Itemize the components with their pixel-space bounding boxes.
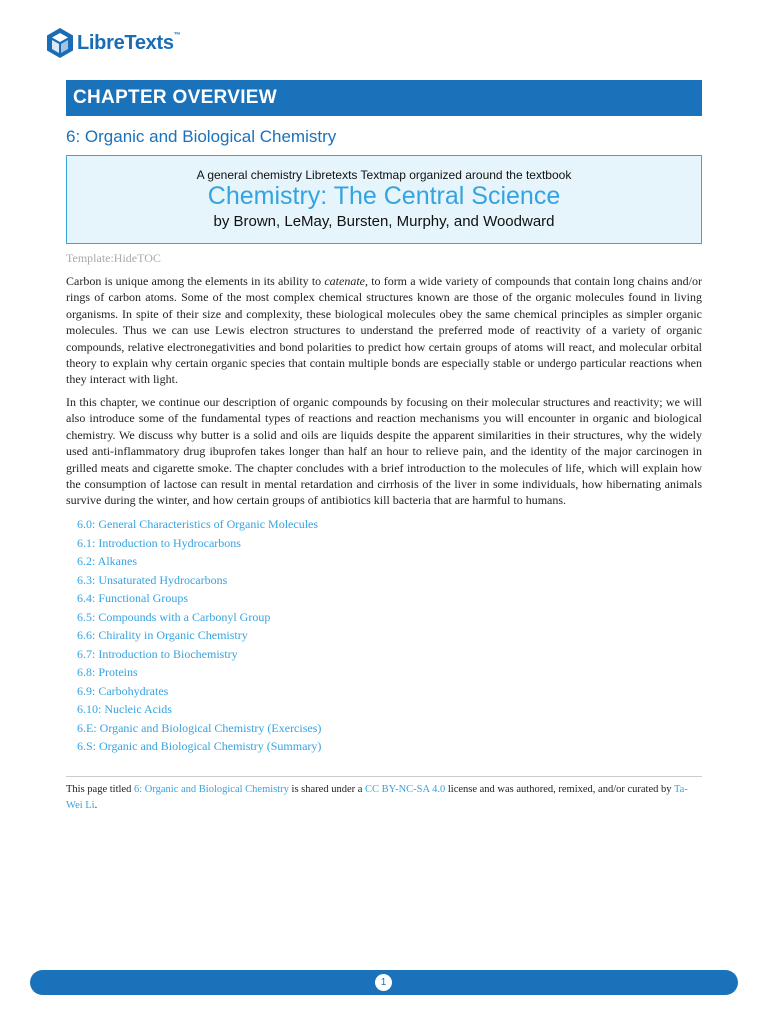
toc-link[interactable]: 6.4: Functional Groups	[77, 591, 188, 605]
page-number: 1	[375, 974, 392, 991]
chapter-toc	[77, 515, 321, 756]
chapter-overview-banner: CHAPTER OVERVIEW	[66, 80, 702, 116]
license-link[interactable]: CC BY-NC-SA 4.0	[365, 784, 446, 795]
license-footer: This page titled 6: Organic and Biological Chemistry is shared under a CC BY-NC-SA 4.0 license and was authored, remixed, and/or curated by Ta-Wei Li.	[66, 784, 688, 811]
toc-link[interactable]: 6.S: Organic and Biological Chemistry (Summary)	[77, 739, 322, 753]
intro-paragraph-2: In this chapter, we continue our description of organic compounds by focusing on their molecular structures and reactivity; we will also introduce some of the fundamental types of reactions and reaction mechanisms you will encounter in organic and biological chemistry. We discuss why butter is a solid and oils are liquids despite the apparent similarities in their structures, why the widely used anti-inflammatory drug ibuprofen takes longer than half an hour to relieve pain, and the identity of the major carcinogen in grilled meats and cigarette smoke. The chapter concludes with a brief introduction to the molecules of life, which will explain how the consumption of lactose can result in mental retardation and cirrhosis of the liver in some individuals, how hibernating animals survive during the winter, and how certain groups of antibiotics kill bacteria that are harmful to humans.	[66, 395, 702, 508]
toc-link[interactable]: 6.2: Alkanes	[77, 554, 137, 568]
textbook-authors: by Brown, LeMay, Bursten, Murphy, and Woodward	[213, 213, 555, 230]
libretexts-cube-logo-icon	[46, 27, 74, 59]
toc-link[interactable]: 6.10: Nucleic Acids	[77, 702, 172, 716]
author-link[interactable]: Ta-Wei Li	[66, 784, 688, 811]
textmap-intro: A general chemistry Libretexts Textmap organized around the textbook	[196, 168, 572, 182]
toc-link[interactable]: 6.E: Organic and Biological Chemistry (Exercises)	[77, 720, 322, 735]
toc-link[interactable]: 6.8: Proteins	[77, 665, 138, 679]
toc-link[interactable]: 6.1: Introduction to Hydrocarbons	[77, 535, 241, 550]
toc-link[interactable]: 6.0: General Characteristics of Organic Molecules	[77, 517, 319, 531]
page-title: 6: Organic and Biological Chemistry	[66, 127, 337, 146]
toc-link[interactable]: 6.9: Carbohydrates	[77, 683, 169, 698]
toc-link[interactable]: 6.3: Unsaturated Hydrocarbons	[77, 572, 228, 587]
toc-link[interactable]: 6.7: Introduction to Biochemistry	[77, 646, 238, 661]
catenate-term: catenate	[324, 274, 366, 288]
textbook-title: Chemistry: The Central Science	[207, 182, 561, 210]
libretexts-logo[interactable]	[46, 27, 180, 59]
toc-link[interactable]: 6.6: Chirality in Organic Chemistry	[77, 628, 248, 642]
textmap-info-box	[66, 155, 702, 244]
logo-wordmark: LibreTexts™	[77, 31, 181, 54]
toc-link[interactable]: 6.5: Compounds with a Carbonyl Group	[77, 609, 271, 624]
page-footer-bar	[30, 970, 738, 995]
template-note: Template:HideTOC	[66, 251, 161, 265]
footer-divider	[66, 776, 702, 777]
page-title-link[interactable]: 6: Organic and Biological Chemistry	[133, 784, 289, 795]
intro-paragraph-1: Carbon is unique among the elements in its ability to catenate, to form a wide variety of compounds that contain long chains and/or rings of carbon atoms. Some of the most complex chemical structures known are those of the organic molecules found in living organisms. In spite of their size and complexity, these biological molecules obey the same chemical principles as simpler organic molecules. Thus we can use Lewis electron structures to understand the preferred mode of reactivity of a variety of organic compounds, relative electronegativities and bond polarities to predict how certain groups of atoms will react, and molecular orbital theory to explain why certain organic species that contain multiple bonds are especially stable or undergo particular reactions when they interact with light.	[66, 274, 702, 387]
